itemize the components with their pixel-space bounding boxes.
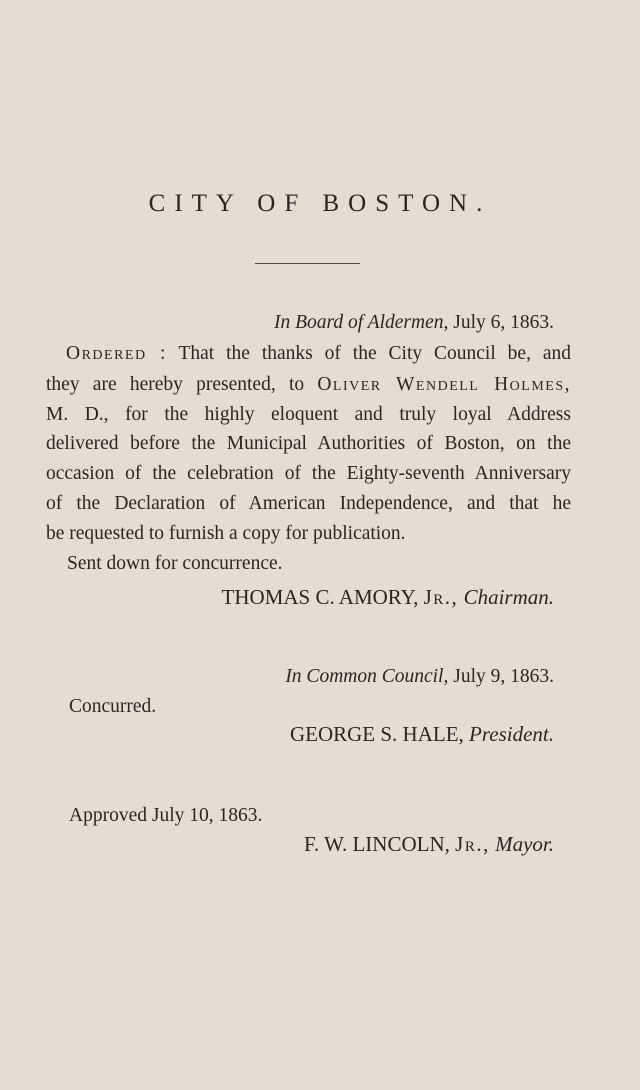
president-signature [290,724,554,745]
title-rule [255,263,360,264]
president-title: President. [469,722,554,746]
mayor-suffix: Jr., [455,832,490,856]
order-line-2 [46,375,571,395]
chairman-signature [222,587,554,608]
concurred-text: Concurred. [69,696,157,717]
order-line-2-text: they are hereby presented, to [46,374,305,395]
order-line-6: of the Declaration of American Independence, and that he [46,493,571,514]
mayor-name: F. W. LINCOLN, [303,832,450,856]
approved-text: Approved July 10, 1863. [69,805,263,826]
chairman-title: Chairman. [463,585,554,609]
order-line-1 [46,344,571,364]
aldermen-place: In Board of Aldermen, [273,312,449,333]
page-title: CITY OF BOSTON. [148,190,492,217]
aldermen-dateline [274,313,554,333]
sent-down-text: Sent down for concurrence. [67,553,283,574]
council-place: In Common Council, [285,666,449,687]
order-line-5: occasion of the celebration of the Eighty-seventh Anniversary [46,463,571,484]
chairman-suffix: Jr., [423,585,459,609]
mayor-signature [304,834,554,855]
order-line-3: M. D., for the highly eloquent and truly loyal Address [46,404,571,425]
aldermen-date: July 6, 1863. [453,312,554,333]
mayor-title: Mayor. [495,832,554,856]
honoree-name: Oliver Wendell Holmes, [317,374,571,395]
council-date: July 9, 1863. [453,666,554,687]
council-dateline [285,667,554,687]
order-line-1-text: That the thanks of the City Council be, and [178,343,572,364]
ordered-label: Ordered : [66,343,167,364]
order-line-4: delivered before the Municipal Authorities of Boston, on the [46,433,571,454]
chairman-name: THOMAS C. AMORY, [221,585,419,609]
president-name: GEORGE S. HALE, [289,722,464,746]
order-line-7: be requested to furnish a copy for publication. [46,523,406,544]
